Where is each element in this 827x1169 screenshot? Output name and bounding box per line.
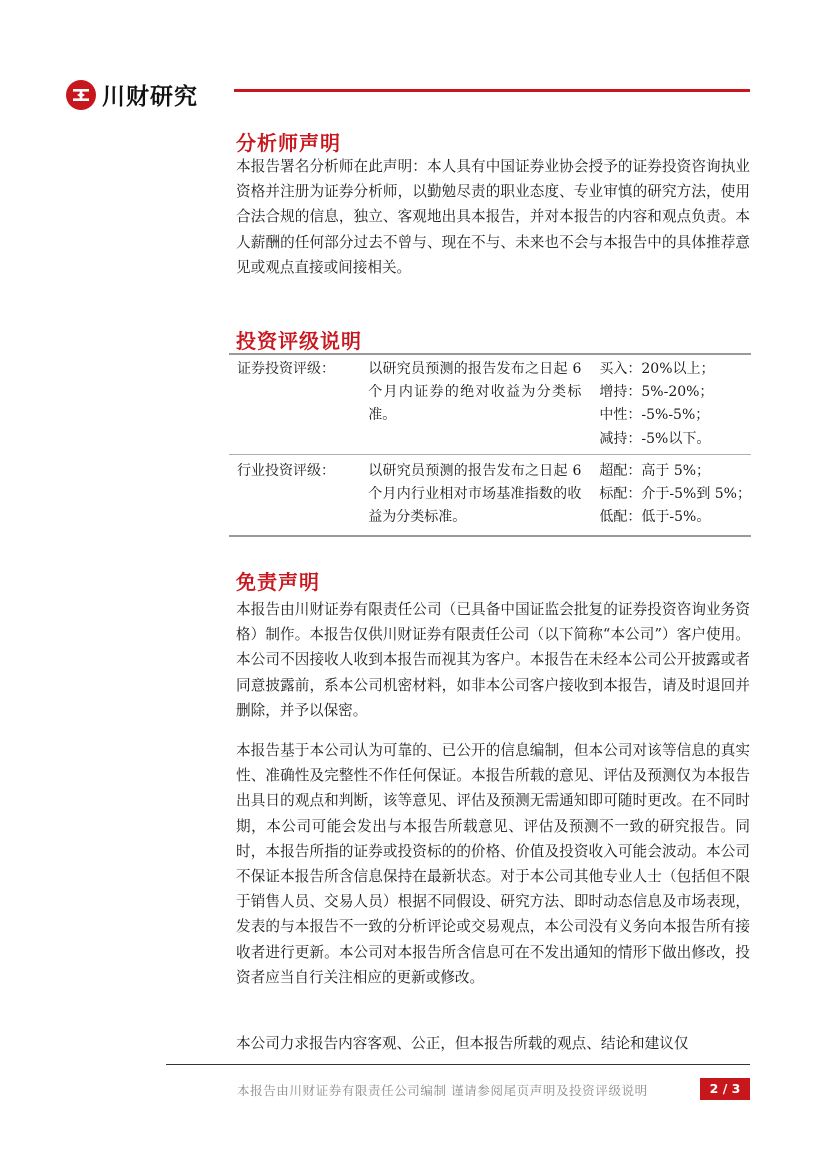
rating-explanation-title: 投资评级说明 <box>236 329 362 353</box>
grade-item: 买入：20%以上； <box>599 361 715 377</box>
rating-row-industry <box>229 454 751 536</box>
disclaimer-title: 免责声明 <box>236 570 320 594</box>
company-logo-icon <box>66 80 96 110</box>
grade-item: 超配：高于 5%； <box>599 462 711 479</box>
rating-grades <box>591 454 751 536</box>
header-logo <box>66 78 198 111</box>
rating-category: 证券投资评级： <box>229 354 368 454</box>
page-number-badge: 2 / 3 <box>700 1078 750 1100</box>
grade-item: 增持：5%-20%； <box>599 384 714 401</box>
rating-row-securities <box>229 354 751 454</box>
rating-grades <box>591 354 751 454</box>
rating-description: 以研究员预测的报告发布之日起 6 个月内证券的绝对收益为分类标准。 <box>368 354 591 454</box>
grade-item: 中性：-5%-5%； <box>599 407 710 424</box>
rating-description: 以研究员预测的报告发布之日起 6 个月内行业相对市场基准指数的收益为分类标准。 <box>368 454 591 536</box>
analyst-statement-body: 本报告署名分析师在此声明：本人具有中国证券业协会授予的证券投资咨询执业资格并注册为证券分析师，以勤勉尽责的职业态度、专业审慎的研究方法，使用合法合规的信息，独立、客观地出具本报告，并对本报告的内容和观点负责。本人薪酬的任何部分过去不曾与、现在不与、未来也不会与本报告中的具体推荐意见或观点直接或间接相关。 <box>236 158 750 276</box>
footer-note: 本报告由川财证券有限责任公司编制 谨请参阅尾页声明及投资评级说明 <box>237 1083 648 1098</box>
disclaimer-paragraph-3: 本公司力求报告内容客观、公正，但本报告所载的观点、结论和建议仅 <box>236 1035 689 1052</box>
rating-table <box>229 353 751 537</box>
analyst-statement-title: 分析师声明 <box>236 131 341 155</box>
rating-category: 行业投资评级： <box>229 454 368 536</box>
footer-divider <box>166 1064 750 1065</box>
disclaimer-paragraph-2: 本报告基于本公司认为可靠的、已公开的信息编制，但本公司对该等信息的真实性、准确性及完整性不作任何保证。本报告所载的意见、评估及预测仅为本报告出具日的观点和判断，该等意见、评估及预测无需通知即可随时更改。在不同时期，本公司可能会发出与本报告所载意见、评估及预测不一致的研究报告。同时，本报告所指的证券或投资标的的价格、价值及投资收入可能会波动。本公司不保证本报告所含信息保持在最新状态。对于本公司其他专业人士（包括但不限于销售人员、交易人员）根据不同假设、研究方法、即时动态信息及市场表现，发表的与本报告不一致的分析评论或交易观点，本公司没有义务向本报告所有接收者进行更新。本公司对本报告所含信息可在不发出通知的情形下做出修改，投资者应当自行关注相应的更新或修改。 <box>236 742 750 986</box>
grade-item: 减持：-5%以下。 <box>599 430 711 447</box>
company-logo-text: 川财研究 <box>102 84 198 110</box>
header-divider <box>234 89 750 92</box>
grade-item: 标配：介于-5%到 5%； <box>599 486 751 503</box>
disclaimer-paragraph-1: 本报告由川财证券有限责任公司（已具备中国证监会批复的证券投资咨询业务资格）制作。本报告仅供川财证券有限责任公司（以下简称“本公司”）客户使用。本公司不因接收人收到本报告而视其为客户。本报告在未经本公司公开披露或者同意披露前，系本公司机密材料，如非本公司客户接收到本报告，请及时退回并删除，并予以保密。 <box>236 601 750 719</box>
grade-item: 低配：低于-5%。 <box>599 509 711 526</box>
